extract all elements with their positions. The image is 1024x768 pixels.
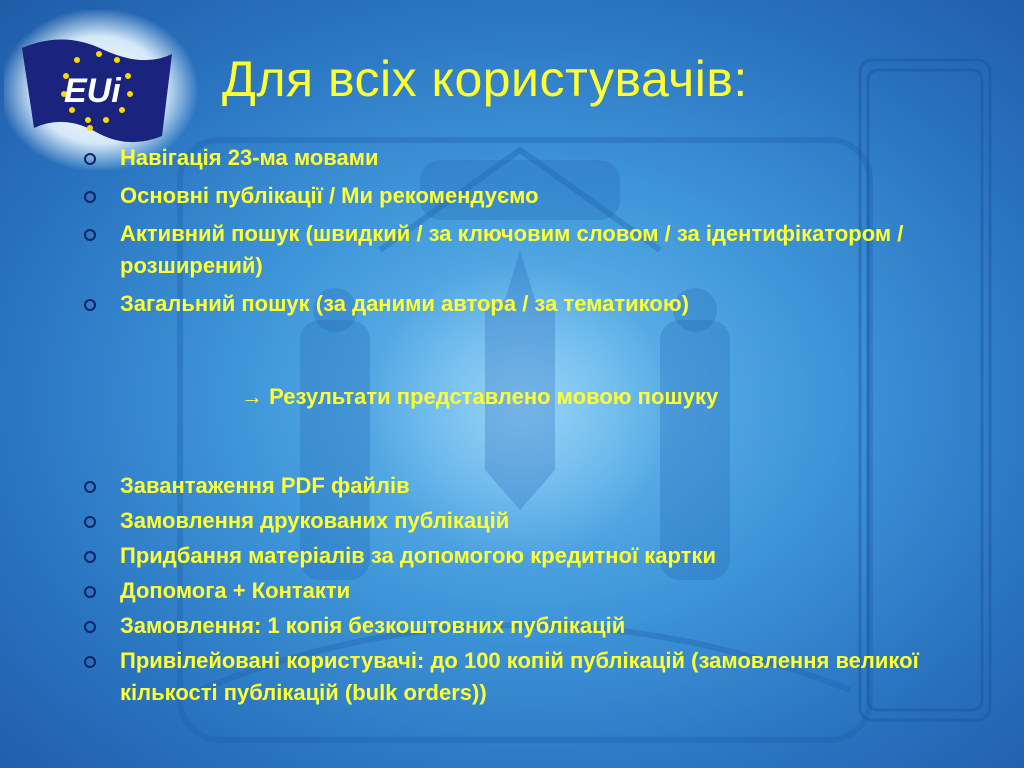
slide-title: Для всіх користувачів: <box>222 51 748 107</box>
list-item-text: Привілейовані користувачі: до 100 копій публікацій (замовлення великої кількості публікацій (bulk orders)) <box>120 648 919 705</box>
list-item-text: Придбання матеріалів за допомогою кредитної картки <box>120 543 716 568</box>
list-item <box>82 540 1002 572</box>
list-item <box>82 505 1002 537</box>
list-item-text: Активний пошук (швидкий / за ключовим словом / за ідентифікатором / розширений) <box>120 221 904 278</box>
list-item <box>82 142 1002 174</box>
bullet-circle-icon <box>84 191 96 203</box>
list-item <box>82 288 1002 320</box>
list-item-text: Завантаження PDF файлів <box>120 473 410 498</box>
list-item-text: Допомога + Контакти <box>120 578 351 603</box>
list-item <box>82 470 1002 502</box>
list-item <box>82 218 1002 282</box>
bullet-circle-icon <box>84 586 96 598</box>
list-item <box>82 180 1002 212</box>
bullet-circle-icon <box>84 656 96 668</box>
bullet-circle-icon <box>84 229 96 241</box>
list-item-text: Навігація 23-ма мовами <box>120 145 379 170</box>
bullet-circle-icon <box>84 516 96 528</box>
bullet-circle-icon <box>84 299 96 311</box>
list-item-text: Загальний пошук (за даними автора / за тематикою) <box>120 291 689 316</box>
bullet-circle-icon <box>84 551 96 563</box>
bullet-circle-icon <box>84 621 96 633</box>
list-item <box>82 575 1002 607</box>
arrow-right-icon: → <box>241 384 263 409</box>
feature-list-bottom <box>82 470 1002 712</box>
bullet-circle-icon <box>84 481 96 493</box>
results-note-text: Результати представлено мовою пошуку <box>269 384 719 409</box>
feature-list-top <box>82 142 1002 330</box>
list-item-text: Замовлення друкованих публікацій <box>120 508 510 533</box>
results-note <box>241 384 718 410</box>
bullet-circle-icon <box>84 153 96 165</box>
list-item-text: Основні публікації / Ми рекомендуємо <box>120 183 539 208</box>
list-item <box>82 610 1002 642</box>
list-item <box>82 645 1002 709</box>
list-item-text: Замовлення: 1 копія безкоштовних публікацій <box>120 613 626 638</box>
logo-text: EUi <box>64 72 121 110</box>
